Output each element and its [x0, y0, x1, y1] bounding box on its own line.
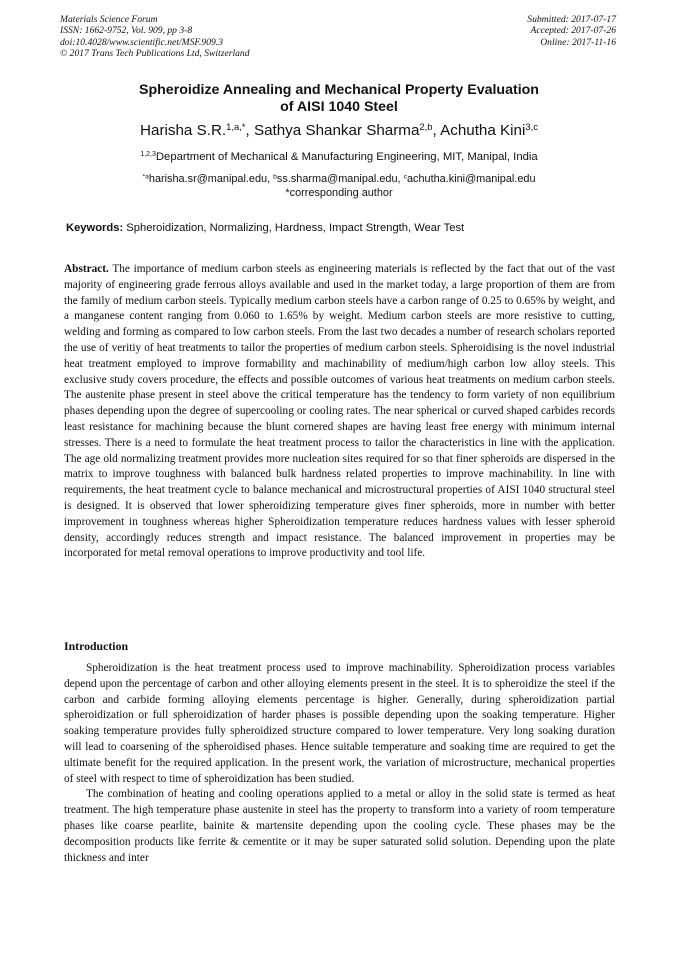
email-1-superscript: *a — [142, 173, 149, 181]
introduction-heading: Introduction — [64, 639, 129, 653]
journal-name: Materials Science Forum — [60, 14, 158, 25]
copyright-line: © 2017 Trans Tech Publications Ltd, Switzerland — [60, 48, 250, 60]
abstract — [64, 262, 615, 562]
keywords — [66, 221, 464, 235]
affiliation-superscript: 1,2,3 — [140, 151, 156, 159]
corresponding-author-note: *corresponding author — [285, 187, 393, 199]
keywords-text: Spheroidization, Normalizing, Hardness, Impact Strength, Wear Test — [123, 222, 465, 234]
introduction-paragraph-2: The combination of heating and cooling operations applied to a metal or alloy in the solid state is termed as heat treatment. The high temperature phase austenite in steel has the property to transform into a variety of room temperature phases like coarse pearlite, bainite & martensite depending upon the cooling cycle. These phases may be the decomposition products like ferrite & cementite or it may be super saturated solid solution. Depending upon the plate thickness and inter — [64, 788, 615, 864]
paper-title — [60, 82, 618, 116]
accepted-date: Accepted: 2017-07-26 — [530, 25, 616, 37]
journal-header-left — [60, 14, 250, 60]
author-2-superscript: 2,b — [419, 120, 433, 132]
keywords-label: Keywords: — [66, 222, 124, 234]
title-line-1: Spheroidize Annealing and Mechanical Property Evaluation — [139, 82, 539, 98]
author-emails — [60, 172, 618, 186]
author-2: , Sathya Shankar Sharma — [245, 122, 420, 139]
email-2[interactable]: ss.sharma@manipal.edu, — [276, 173, 404, 185]
issn-line: ISSN: 1662-9752, Vol. 909, pp 3-8 — [60, 25, 193, 37]
abstract-label: Abstract. — [64, 263, 109, 275]
author-1-superscript: 1,a,* — [226, 120, 246, 132]
author-list — [60, 122, 618, 140]
affiliation — [60, 150, 618, 164]
title-line-2: of AISI 1040 Steel — [280, 99, 398, 115]
affiliation-text: Department of Mechanical & Manufacturing Engineering, MIT, Manipal, India — [155, 151, 538, 163]
email-1[interactable]: harisha.sr@manipal.edu, — [148, 173, 274, 185]
online-date: Online: 2017-11-16 — [540, 36, 616, 48]
author-3: , Achutha Kini — [432, 122, 526, 139]
email-3-superscript: c — [403, 173, 407, 181]
introduction-body — [64, 661, 615, 866]
journal-header-right — [527, 14, 616, 48]
author-1: Harisha S.R. — [140, 122, 227, 139]
doi-line: doi:10.4028/www.scientific.net/MSF.909.3 — [60, 36, 223, 48]
introduction-paragraph-1: Spheroidization is the heat treatment process used to improve machinability. Spheroidization process variables depend upon the percentage of carbon and other alloying elements present in the steel. It is to spheroidize the steel if the carbon and carbide forming alloying elements percentage is higher. Generally, during spheroidization partial spheroidization or full spheroidization of harder phases is possible depending upon the soaking temperature. Higher soaking temperature provides fully spheroidized structure compared to lower temperature. Very long soaking duration will lead to coarsening of the spheroidised phases. Hence suitable temperature and soaking time are required to get the ultimate benefit for the required application. In the present work, the variation of microstructure, mechanical properties of steel with respect to time of spheroidization has been studied. — [64, 662, 615, 785]
email-3[interactable]: achutha.kini@manipal.edu — [406, 173, 536, 185]
submitted-date: Submitted: 2017-07-17 — [527, 14, 616, 25]
abstract-text: The importance of medium carbon steels as engineering materials is reflected by the fact that out of the vast majority of engineering grade ferrous alloys available and used in the market today, a large proportion of them are from the family of medium carbon steels. Typically medium carbon steels have a carbon range of 0.25 to 0.65% by weight, and a manganese content ranging from 0.060 to 1.65% by weight. Medium carbon steels are more resistive to cutting, welding and forming as compared to low carbon steels. From the last two decades a number of research scholars reported the use of veritiy of heat treatments to tailor the properties of medium carbon steels. Spheroidising is the novel industrial heat treatment employed to improve formability and machinability of medium/high carbon low alloy steels. This exclusive study covers procedure, the effects and possible outcomes of various heat treatments on medium carbon steels. The austenite phase present in steel above the critical temperature has the tendency to form variety of non equilibrium phases depending upon the degree of supercooling or cooling rates. The near spherical or curved shaped carbides records least resistance for machining because the blunt cornered shapes are having least free energy with minimum internal stresses. There is a need to formulate the heat treatment process to tailor the characteristics in line with the application. The age old normalizing treatment provides more nucleation sites required for so that finer spheroids are dispersed in the matrix to improve toughness with balanced bulk hardness related properties to improve machinability. In line with requirements, the heat treatment cycle to balance mechanical and microstructural properties of AISI 1040 structural steel is designed. It is observed that lower spheroidizing temperature gives finer spheroids, more in number with better improvement in toughness whereas higher Spheroidization temperature reduces hardness values with lesser spheroid density, accordingly reduces strength and impact resistance. The balanced improvement in properties may be incorporated for metal removal operations to improve productivity and tool life. — [64, 263, 615, 560]
email-2-superscript: b — [273, 173, 277, 181]
author-3-superscript: 3,c — [525, 120, 538, 132]
